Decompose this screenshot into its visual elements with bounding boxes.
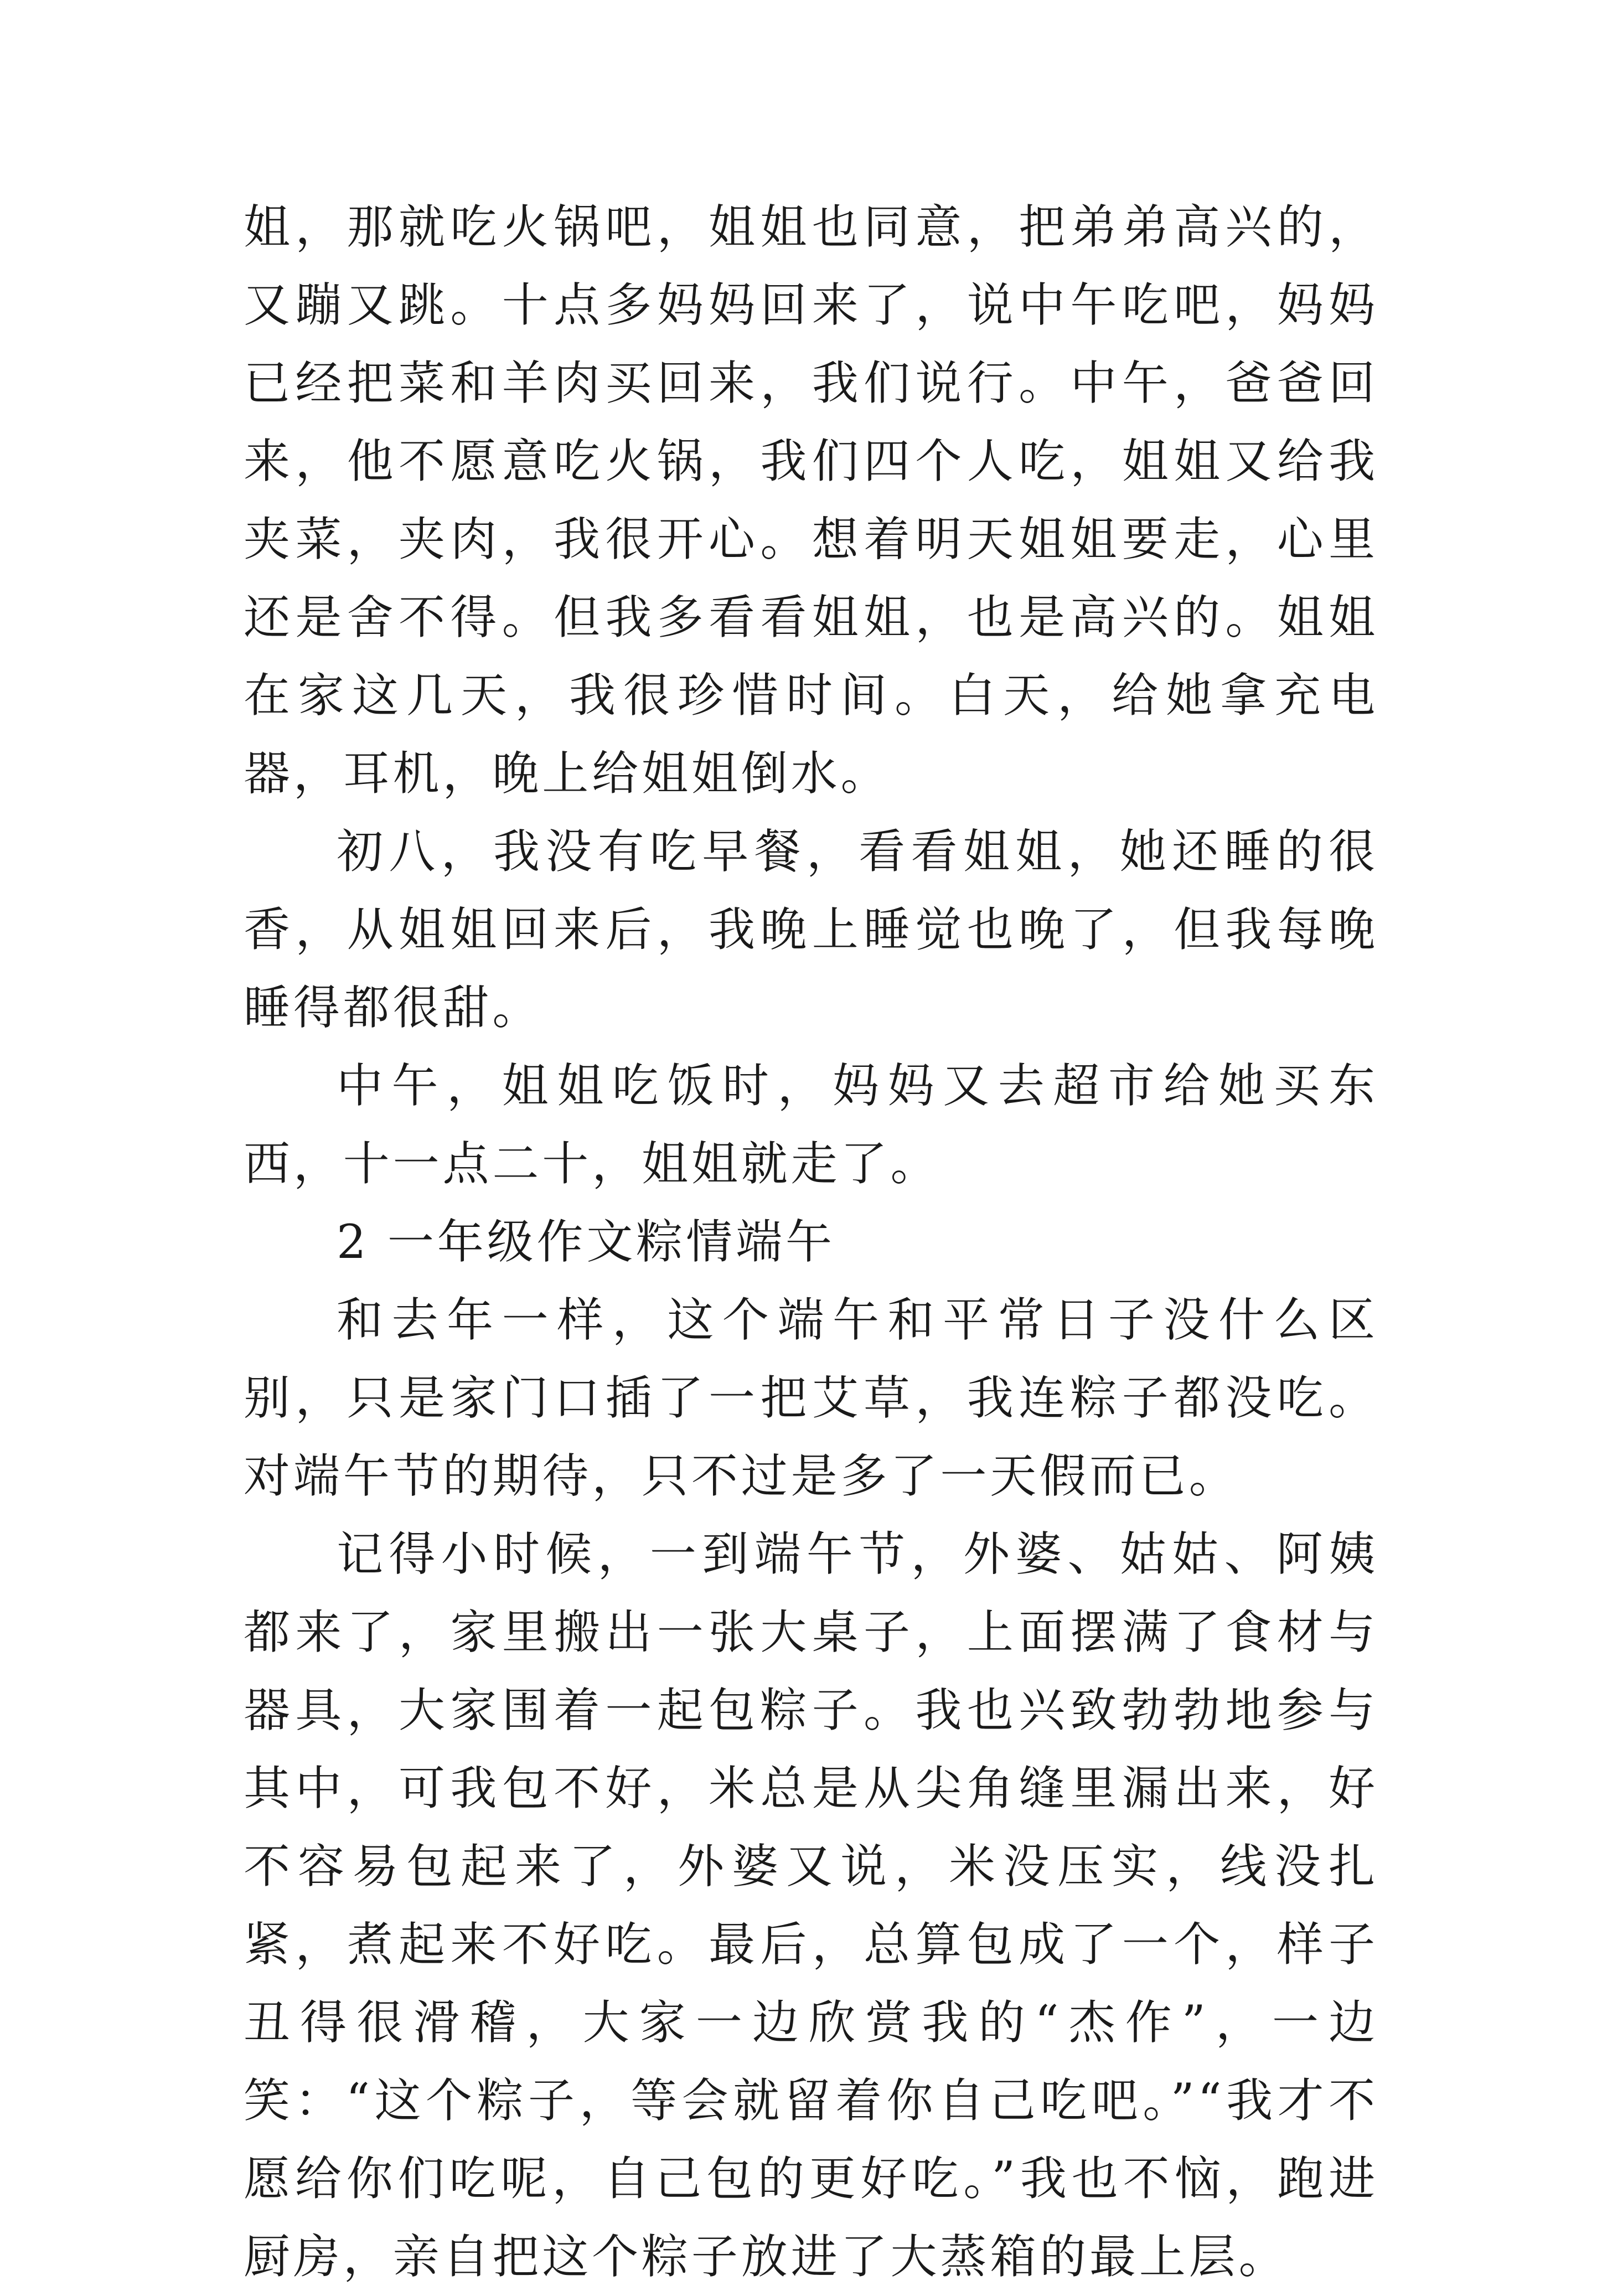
paragraph-2: 初八，我没有吃早餐，看看姐姐，她还睡的很香，从姐姐回来后，我晚上睡觉也晚了，但我每晚睡得都很甜。: [244, 824, 1378, 1035]
paragraph-3: 中午，姐姐吃饭时，妈妈又去超市给她买东西，十一点二十，姐姐就走了。: [244, 1059, 1378, 1191]
section-heading: 2 一年级作文粽情端午: [337, 1215, 835, 1269]
paragraph-4: 和去年一样，这个端午和平常日子没什么区别，只是家门口插了一把艾草，我连粽子都没吃。对端午节的期待，只不过是多了一天假而已。: [244, 1293, 1378, 1503]
paragraph-1: 姐，那就吃火锅吧，姐姐也同意，把弟弟高兴的，又蹦又跳。十点多妈妈回来了，说中午吃吧，妈妈已经把菜和羊肉买回来，我们说行。中午，爸爸回来，他不愿意吃火锅，我们四个人吃，姐姐又给我夹菜，夹肉，我很开心。想着明天姐姐要走，心里还是舍不得。但我多看看姐姐，也是高兴的。姐姐在家这几天，我很珍惜时间。白天，给她拿充电器，耳机，晚上给姐姐倒水。: [244, 200, 1378, 801]
document-page: [244, 188, 1378, 2296]
paragraph-5: 记得小时候，一到端午节，外婆、姑姑、阿姨都来了，家里搬出一张大桌子，上面摆满了食材与器具，大家围着一起包粽子。我也兴致勃勃地参与其中，可我包不好，米总是从尖角缝里漏出来，好不容易包起来了，外婆又说，米没压实，线没扎紧，煮起来不好吃。最后，总算包成了一个，样子丑得很滑稽，大家一边欣赏我的“杰作”，一边笑：“这个粽子，等会就留着你自己吃吧。”“我才不愿给你们吃呢，自己包的更好吃。”我也不恼，跑进厨房，亲自把这个粽子放进了大蒸箱的最上层。: [244, 1527, 1378, 2284]
